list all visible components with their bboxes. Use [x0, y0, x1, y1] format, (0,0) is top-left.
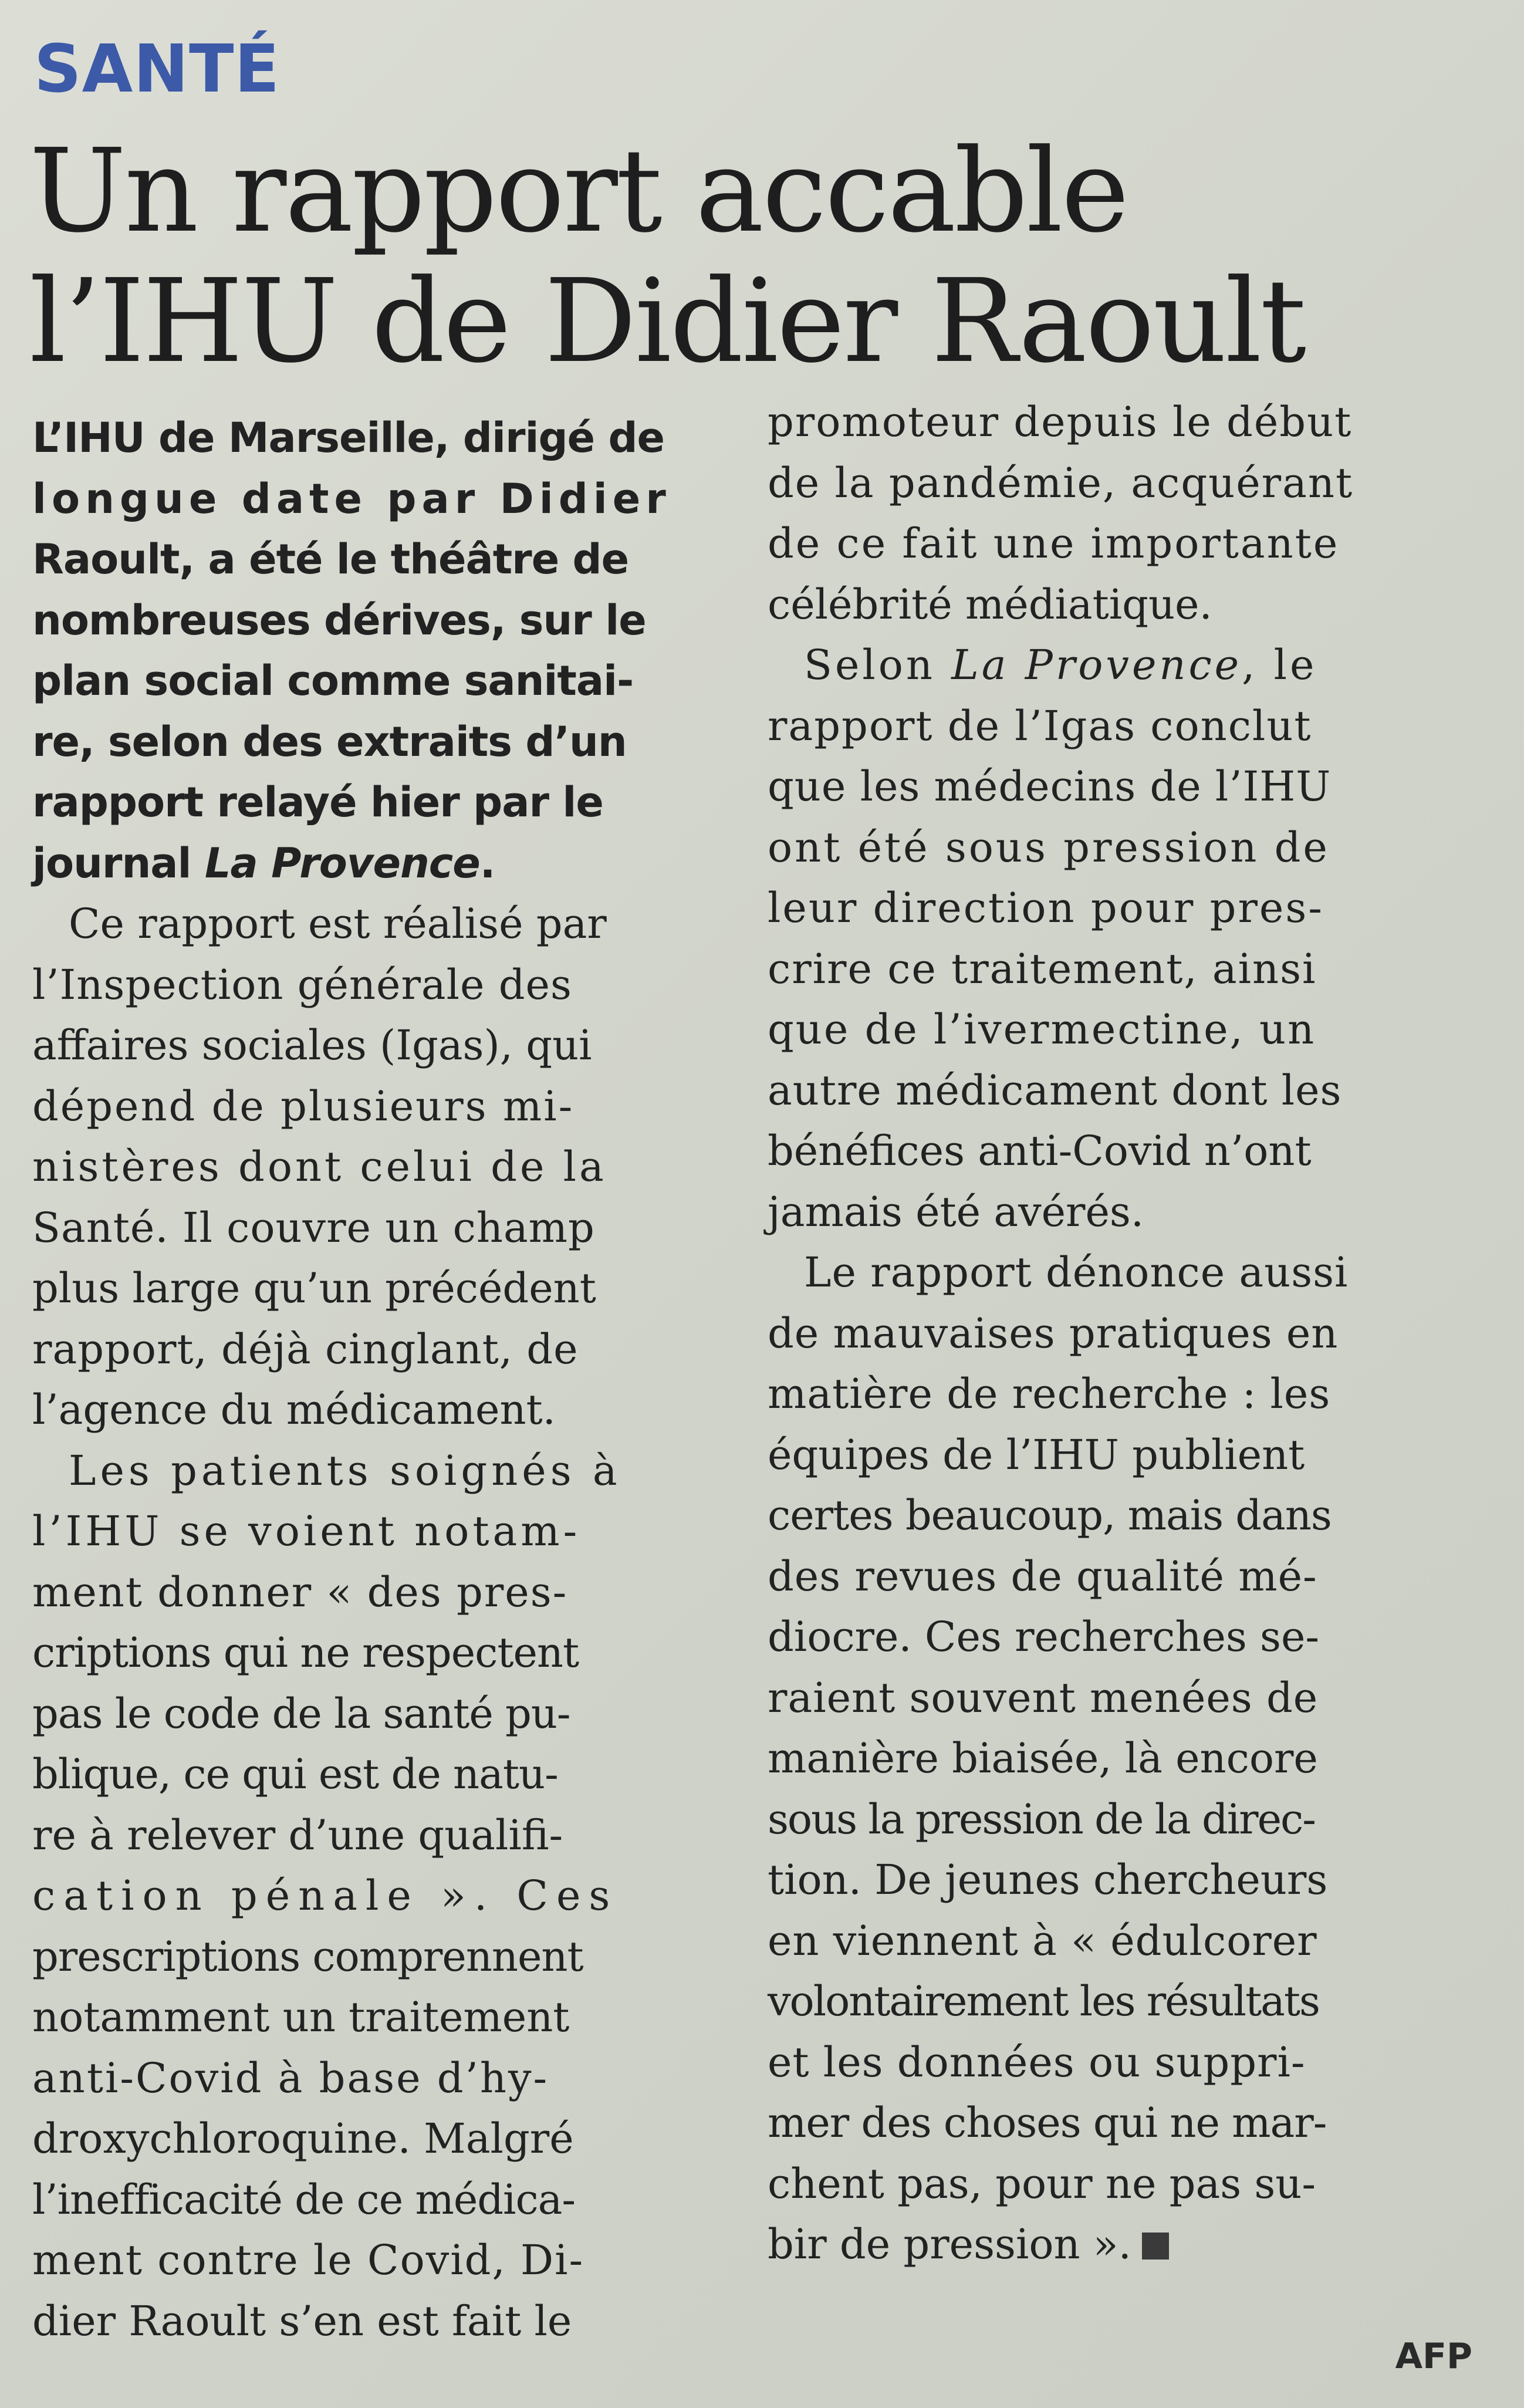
- paragraph-4: [768, 635, 1481, 1242]
- text-line: Santé. Il couvre un champ: [32, 1203, 595, 1252]
- text-line: que les médecins de l’IHU: [768, 762, 1332, 810]
- text-line: chent pas, pour ne pas su-: [768, 2159, 1316, 2208]
- text-line: de ce fait une importante: [768, 519, 1340, 568]
- agency-credit: AFP: [1395, 2336, 1472, 2377]
- headline: [29, 126, 1485, 387]
- lead-line-last: [32, 833, 713, 894]
- lead-line: rapport relayé hier par le: [32, 778, 603, 826]
- text-line: jamais été avérés.: [768, 1187, 1144, 1236]
- closing-text: bir de pression ».: [768, 2220, 1131, 2268]
- text-line: crire ce traitement, ainsi: [768, 944, 1317, 993]
- text-line: prescriptions comprennent: [32, 1932, 583, 1981]
- text-line: et les données ou suppri-: [768, 2038, 1306, 2086]
- end-of-article-square-icon: [1142, 2233, 1169, 2260]
- paragraph-3: [32, 1441, 713, 2352]
- text-line: que de l’ivermectine, un: [768, 1005, 1316, 1053]
- text-line: pas le code de la santé pu-: [32, 1689, 570, 1738]
- text-line: re à relever d’une qualifi-: [32, 1811, 563, 1859]
- lead-last-prefix: journal: [32, 839, 205, 887]
- text-line: leur direction pour pres-: [768, 884, 1324, 932]
- para4-prefix: Selon: [804, 641, 952, 689]
- text-line: l’Inspection générale des: [32, 960, 572, 1009]
- text-line: ment donner « des pres-: [32, 1568, 568, 1616]
- text-line: plus large qu’un précédent: [32, 1264, 596, 1312]
- lead-line: nombreuses dérives, sur le: [32, 596, 646, 644]
- text-line: l’agence du médicament.: [32, 1386, 556, 1434]
- newspaper-name: La Provence: [951, 641, 1242, 689]
- text-line: raient souvent menées de: [768, 1673, 1319, 1722]
- text-line: Les patients soignés à: [69, 1446, 621, 1495]
- headline-line-2: l’IHU de Didier Raoult: [29, 255, 1305, 389]
- text-line: de mauvaises pratiques en: [768, 1309, 1339, 1357]
- lead-last-suffix: .: [479, 839, 495, 887]
- text-line: volontairement les résultats: [768, 1977, 1319, 2025]
- text-line: manière biaisée, là encore: [768, 1734, 1318, 1782]
- text-line: l’inefficacité de ce médica-: [32, 2175, 576, 2224]
- lead-line: L’IHU de Marseille, dirigé de: [32, 414, 665, 462]
- text-line: notamment un traitement: [32, 1993, 570, 2041]
- text-line: dier Raoult s’en est fait le: [32, 2296, 572, 2345]
- text-line: tion. De jeunes chercheurs: [768, 1856, 1328, 1904]
- text-line: Ce rapport est réalisé par: [69, 900, 607, 948]
- right-column: [768, 392, 1481, 2275]
- section-label: SANTÉ: [34, 31, 280, 107]
- text-line: rapport, déjà cinglant, de: [32, 1325, 579, 1373]
- paragraph-3-continued: [768, 392, 1481, 635]
- text-line-first: [768, 635, 1481, 696]
- text-line: Le rapport dénonce aussi: [804, 1248, 1349, 1296]
- para4-suffix: , le: [1242, 641, 1317, 689]
- text-line: sous la pression de la direc-: [768, 1795, 1315, 1843]
- text-line: rapport de l’Igas conclut: [768, 701, 1312, 750]
- text-line: blique, ce qui est de natu-: [32, 1750, 558, 1798]
- text-line: anti-Covid à base d’hy-: [32, 2054, 549, 2102]
- paragraph-2: [32, 894, 713, 1441]
- lead-line: Raoult, a été le théâtre de: [32, 535, 629, 583]
- text-line: ont été sous pression de: [768, 823, 1330, 872]
- text-line: équipes de l’IHU publient: [768, 1430, 1305, 1479]
- text-line: bénéfices anti-Covid n’ont: [768, 1127, 1312, 1175]
- text-line: affaires sociales (Igas), qui: [32, 1021, 592, 1069]
- text-line: certes beaucoup, mais dans: [768, 1491, 1332, 1539]
- text-line: promoteur depuis le début: [768, 398, 1353, 446]
- text-line: droxychloroquine. Malgré: [32, 2115, 574, 2163]
- text-line: des revues de qualité mé-: [768, 1552, 1317, 1600]
- text-line: criptions qui ne respectent: [32, 1629, 579, 1677]
- text-line-last: [768, 2214, 1481, 2275]
- lead-line: longue date par Didier: [32, 474, 671, 523]
- left-column: [32, 408, 713, 2352]
- text-line: de la pandémie, acquérant: [768, 458, 1354, 507]
- text-line: cation pénale ». Ces: [32, 1872, 619, 1920]
- text-line: autre médicament dont les: [768, 1066, 1342, 1114]
- lead-line: plan social comme sanitai-: [32, 657, 634, 705]
- lead-paragraph: [32, 408, 713, 894]
- paragraph-5: [768, 1242, 1481, 2275]
- text-line: mer des choses qui ne mar-: [768, 2099, 1327, 2147]
- text-line: l’IHU se voient notam-: [32, 1507, 581, 1555]
- text-line: célébrité médiatique.: [768, 580, 1212, 629]
- lead-line: re, selon des extraits d’un: [32, 717, 627, 766]
- text-line: en viennent à « édulcorer: [768, 1916, 1317, 1965]
- text-line: ment contre le Covid, Di-: [32, 2236, 584, 2284]
- text-line: dépend de plusieurs mi-: [32, 1082, 575, 1130]
- newspaper-name: La Provence: [204, 839, 480, 887]
- headline-line-1: Un rapport accable: [29, 124, 1128, 258]
- text-line: diocre. Ces recherches se-: [768, 1613, 1320, 1661]
- text-line: nistères dont celui de la: [32, 1143, 607, 1191]
- text-line: matière de recherche : les: [768, 1370, 1331, 1418]
